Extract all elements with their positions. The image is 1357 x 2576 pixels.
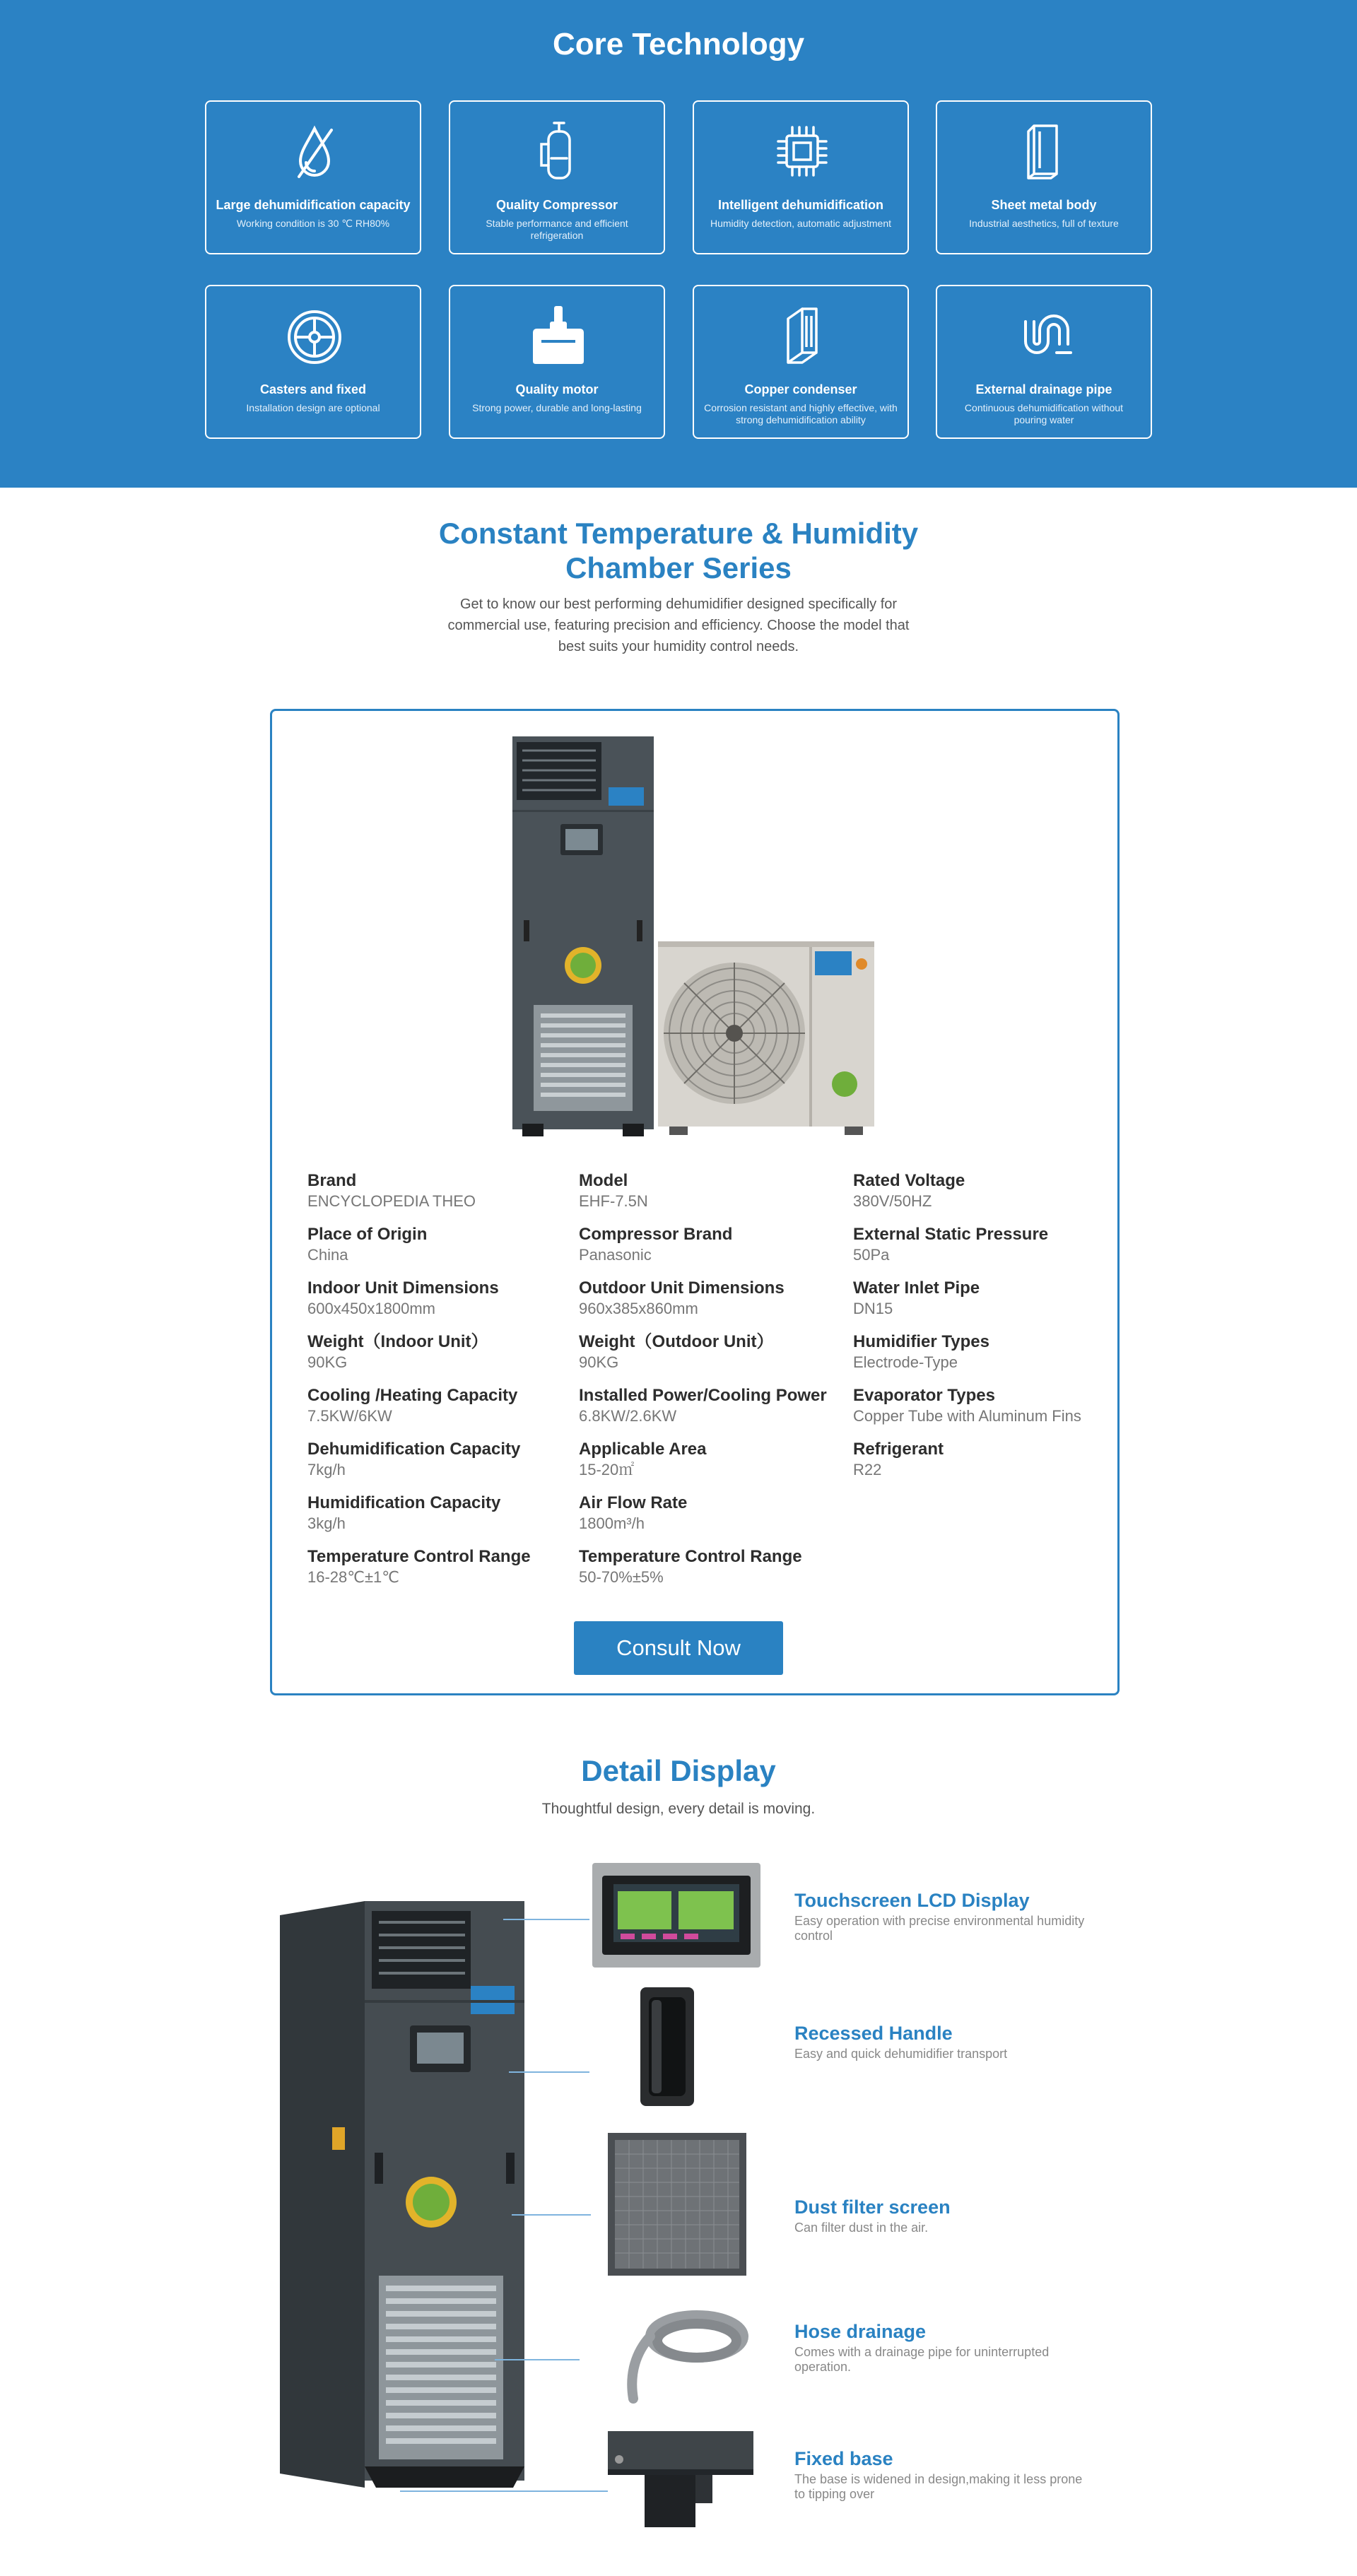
tech-card-desc: Industrial aesthetics, full of texture (969, 218, 1119, 229)
tech-card-desc: Humidity detection, automatic adjustment (710, 218, 891, 229)
feature-name: Hose drainage (794, 2321, 927, 2342)
spec-value: 380V/50HZ (853, 1192, 932, 1210)
spec-label: Weight（Outdoor Unit） (579, 1332, 774, 1351)
spec-item (307, 1331, 576, 1372)
spec-label: Water Inlet Pipe (853, 1278, 980, 1298)
product-image (512, 736, 880, 1139)
spec-value: 3kg/h (307, 1515, 346, 1532)
tech-card-motor (449, 285, 665, 439)
spec-label: External Static Pressure (853, 1225, 1049, 1244)
tech-card-intelligent (693, 100, 909, 254)
spec-item (579, 1493, 847, 1534)
detail-display-title: Detail Display (581, 1754, 776, 1787)
spec-value: 50-70%±5% (579, 1568, 664, 1586)
leader-line (512, 2214, 591, 2216)
spec-value: Panasonic (579, 1246, 652, 1264)
spec-item (307, 1170, 576, 1211)
tech-card-casters (205, 285, 421, 439)
series-title (0, 516, 1357, 585)
condenser-icon (767, 300, 838, 371)
spec-label: Air Flow Rate (579, 1493, 688, 1512)
spec-value: China (307, 1246, 348, 1264)
fixed-base-image (608, 2431, 753, 2527)
drain-pipe-icon (1010, 300, 1081, 371)
spec-label: Temperature Control Range (579, 1547, 802, 1566)
spec-label: Place of Origin (307, 1225, 428, 1244)
tech-card-sheet-metal (936, 100, 1152, 254)
caster-wheel-icon (279, 300, 350, 371)
spec-item (579, 1170, 847, 1211)
spec-label: Installed Power/Cooling Power (579, 1386, 827, 1405)
lcd-display-image (592, 1863, 760, 1968)
feature-desc: Easy and quick dehumidifier transport (794, 2047, 1008, 2061)
spec-label: Weight（Indoor Unit） (307, 1332, 488, 1351)
leader-line (400, 2490, 608, 2492)
spec-value: R22 (853, 1461, 882, 1478)
spec-item (853, 1439, 1122, 1480)
spec-value: 960x385x860mm (579, 1300, 698, 1317)
feature-name: Recessed Handle (794, 2023, 953, 2044)
dehumidifier-unit-image (280, 1901, 524, 2488)
spec-item (307, 1278, 576, 1319)
tech-card-condenser (693, 285, 909, 439)
spec-value: 90KG (579, 1353, 619, 1371)
spec-item (579, 1331, 847, 1372)
spec-label: Refrigerant (853, 1440, 944, 1459)
feature-desc: Easy operation with precise environmental humidity control (794, 1914, 1085, 1943)
tech-card-desc: Stable performance and efficient refrigeration (486, 218, 628, 241)
tech-card-name: Large dehumidification capacity (216, 198, 411, 212)
tech-card-name: Casters and fixed (259, 382, 367, 396)
product-card (270, 709, 1120, 1695)
tech-card-desc: Corrosion resistant and highly effective, with strong dehumidification ability (704, 402, 898, 425)
spec-label: Applicable Area (579, 1440, 707, 1459)
spec-label: Brand (307, 1171, 357, 1190)
spec-label: Humidification Capacity (307, 1493, 501, 1512)
spec-label: Evaporator Types (853, 1386, 995, 1405)
detail-display-subtitle: Thoughtful design, every detail is moving. (541, 1801, 816, 1817)
spec-label: Temperature Control Range (307, 1547, 531, 1566)
feature-desc: Comes with a drainage pipe for uninterrupted operation. (794, 2345, 1050, 2374)
tech-card-drainage (936, 285, 1152, 439)
tech-card-name: Sheet metal body (991, 198, 1097, 212)
core-technology-section (0, 0, 1357, 488)
tech-card-name: Quality Compressor (495, 198, 618, 212)
spec-item (853, 1278, 1122, 1319)
spec-value: 1800m³/h (579, 1515, 645, 1532)
leader-line (503, 1919, 589, 1920)
spec-label: Rated Voltage (853, 1171, 965, 1190)
water-drop-slash-icon (279, 116, 350, 187)
tech-card-name: Intelligent dehumidification (718, 198, 883, 212)
spec-value: 7.5KW/6KW (307, 1407, 392, 1425)
feature-desc: The base is widened in design,making it less prone to tipping over (794, 2472, 1083, 2501)
spec-value: 16-28℃±1℃ (307, 1568, 399, 1586)
spec-label: Model (579, 1171, 628, 1190)
tech-card-name: Copper condenser (744, 382, 857, 396)
spec-item (307, 1546, 576, 1587)
tech-card-name: Quality motor (515, 382, 599, 396)
spec-value: DN15 (853, 1300, 893, 1317)
spec-item (579, 1224, 847, 1265)
series-title-line: Constant Temperature & Humidity (438, 517, 919, 550)
spec-value: ENCYCLOPEDIA THEO (307, 1192, 476, 1210)
spec-label: Humidifier Types (853, 1332, 989, 1351)
tech-card-desc: Installation design are optional (246, 402, 380, 413)
spec-label: Dehumidification Capacity (307, 1440, 521, 1459)
spec-value: Copper Tube with Aluminum Fins (853, 1407, 1081, 1425)
chip-icon (767, 116, 838, 187)
dust-filter-image (608, 2133, 746, 2276)
tech-card-desc: Continuous dehumidification without pouring water (964, 402, 1124, 425)
spec-value: Electrode-Type (853, 1353, 958, 1371)
drain-hose-image (608, 2295, 758, 2409)
feature-desc: Can filter dust in the air. (794, 2221, 929, 2235)
leader-line (509, 2071, 589, 2073)
tech-card-name: External drainage pipe (975, 382, 1112, 396)
spec-item (307, 1493, 576, 1534)
compressor-icon (523, 116, 594, 187)
spec-item (579, 1439, 847, 1480)
tech-card-dehumidification (205, 100, 421, 254)
cabinet-icon (1010, 116, 1081, 187)
spec-item (853, 1224, 1122, 1265)
spec-value: 7kg/h (307, 1461, 346, 1478)
spec-label: Compressor Brand (579, 1225, 733, 1244)
spec-item (853, 1385, 1122, 1426)
spec-item (853, 1170, 1122, 1211)
spec-value: 90KG (307, 1353, 348, 1371)
feature-name: Fixed base (794, 2448, 893, 2469)
spec-item (307, 1439, 576, 1480)
spec-value: EHF-7.5N (579, 1192, 648, 1210)
tech-card-compressor (449, 100, 665, 254)
spec-item (579, 1278, 847, 1319)
spec-item (307, 1224, 576, 1265)
spec-value: 6.8KW/2.6KW (579, 1407, 677, 1425)
spec-value: 600x450x1800mm (307, 1300, 436, 1317)
spec-label: Indoor Unit Dimensions (307, 1278, 499, 1298)
recessed-handle-image (640, 1987, 694, 2106)
spec-item (853, 1331, 1122, 1372)
consult-now-button[interactable]: Consult Now (574, 1621, 783, 1675)
spec-item (579, 1385, 847, 1426)
motor-icon (523, 300, 594, 371)
spec-value: 15-20㎡ (579, 1461, 635, 1478)
series-intro: Get to know our best performing dehumidifier designed specifically for commercial use, featuring precision and efficiency. Choose the model that best suits your humidity control needs. (447, 596, 910, 654)
spec-item (579, 1546, 847, 1587)
spec-label: Cooling /Heating Capacity (307, 1386, 518, 1405)
core-technology-title: Core Technology (552, 27, 805, 61)
spec-item (307, 1385, 576, 1426)
spec-label: Outdoor Unit Dimensions (579, 1278, 785, 1298)
leader-line (495, 2359, 580, 2360)
tech-card-desc: Working condition is 30 ℃ RH80% (236, 218, 390, 229)
feature-name: Touchscreen LCD Display (794, 1890, 1030, 1911)
spec-value: 50Pa (853, 1246, 890, 1264)
series-title-line: Chamber Series (565, 551, 792, 584)
tech-card-desc: Strong power, durable and long-lasting (472, 402, 642, 413)
feature-name: Dust filter screen (794, 2196, 951, 2218)
